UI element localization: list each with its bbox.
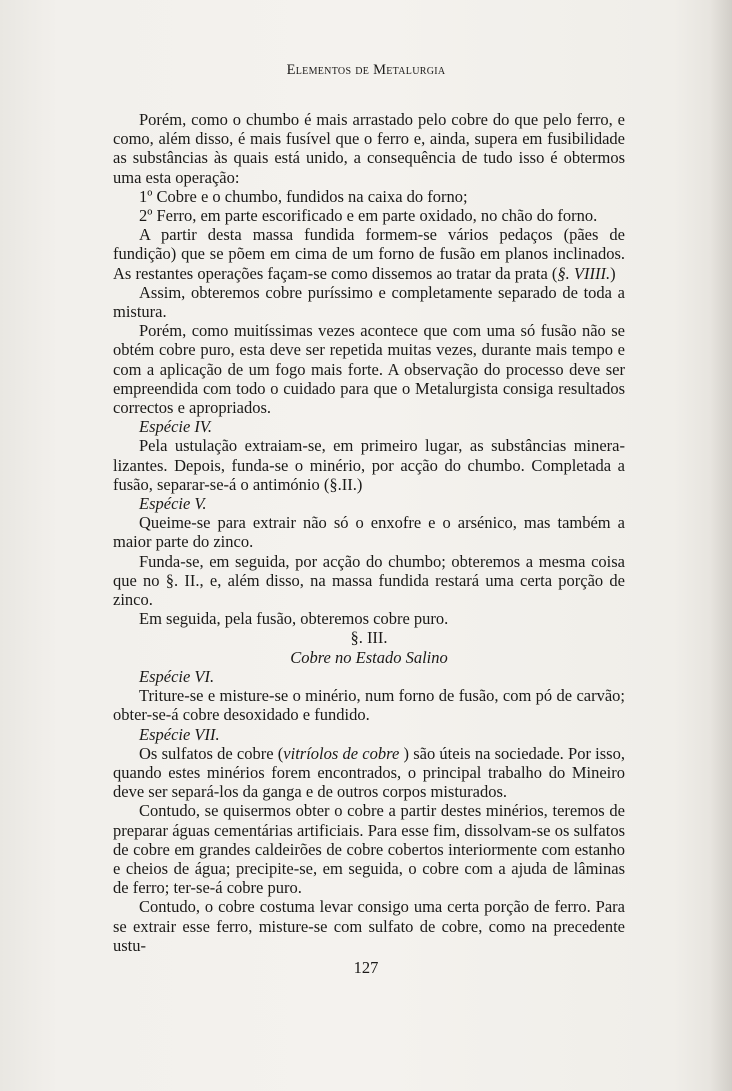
paragraph: Contudo, se quisermos obter o cobre a partir destes minérios, teremos de preparar águas cementárias artificiais. Para esse fim, dissolvam-se os sulfatos de cobre em grandes caldeirões de cobre cobertos interiormente com estanho e cheios de água; precipite-se, em seguida, o cobre com a ajuda de lâminas de ferro; ter-se-á cobre puro. xyxy=(113,801,625,898)
species-heading: Espécie IV. xyxy=(139,417,213,437)
species-heading: Espécie VII. xyxy=(139,724,220,744)
paragraph: Assim, obteremos cobre puríssimo e completamente separado de toda a mistura. xyxy=(113,282,625,322)
paragraph-text: Os sulfatos de cobre ( xyxy=(139,743,284,763)
body-text xyxy=(113,110,625,955)
page-number: 127 xyxy=(353,958,379,977)
paragraph: Contudo, o cobre costuma levar consigo uma certa porção de ferro. Para se extrair esse ferro, misture-se com sulfato de cobre, como na precedente ustu- xyxy=(113,897,625,955)
paragraph: 1º Cobre e o chumbo, fundidos na caixa do forno; xyxy=(139,186,468,206)
species-heading: Espécie VI. xyxy=(139,666,215,686)
paragraph xyxy=(113,225,625,283)
running-header: Elementos de Metalurgia xyxy=(286,62,446,78)
paragraph: Porém, como o chumbo é mais arrastado pelo cobre do que pelo ferro, e como, além disso, é mais fusível que o ferro e, ainda, supera em fusibilidade as substâncias às quais está unido, a consequência de tudo isso é obtermos uma esta operação: xyxy=(113,110,625,187)
paragraph-text: ) são úteis na sociedade. Por isso, quando estes minérios forem encontrados, o principal trabalho do Mineiro deve ser separá-los da ganga e de outros corpos misturados. xyxy=(113,743,625,802)
paragraph: 2º Ferro, em parte escorificado e em parte oxidado, no chão do forno. xyxy=(139,206,598,226)
paragraph: Porém, como muitíssimas vezes acontece que com uma só fusão não se obtém cobre puro, esta deve ser repetida muitas vezes, durante mais tempo e com a aplicação de um fogo mais forte. A observação do processo deve ser empreendida com todo o cuidado para que o Metalurgista consiga resultados correctos e apropriados. xyxy=(113,321,625,418)
paragraph: Pela ustulação extraiam-se, em primeiro lugar, as substâncias minera-lizantes. Depois, funda-se o minério, por acção do chumbo. Completada a fusão, separar-se-á o antimónio (§.II.) xyxy=(113,436,625,494)
species-heading: Espécie V. xyxy=(139,494,207,514)
paragraph: Em seguida, pela fusão, obteremos cobre puro. xyxy=(139,609,449,629)
italic-term: vitríolos de cobre xyxy=(283,743,400,763)
section-number: §. III. xyxy=(350,628,388,648)
section-reference: §. VIIII. xyxy=(557,263,611,283)
paragraph-text: A partir desta massa fundida formem-se vários pedaços (pães de fundição) que se põem em cima de um forno de fusão em planos inclinados. As restantes operações façam-se como dissemos ao tratar da prata ( xyxy=(113,225,625,283)
paragraph: Queime-se para extrair não só o enxofre e o arsénico, mas também a maior parte do zinco. xyxy=(113,513,625,552)
paragraph-text: ) xyxy=(610,263,616,283)
paragraph: Triture-se e misture-se o minério, num forno de fusão, com pó de carvão; obter-se-á cobre desoxidado e fundido. xyxy=(113,686,625,725)
paragraph xyxy=(113,744,625,802)
section-title: Cobre no Estado Salino xyxy=(290,647,448,667)
paragraph: Funda-se, em seguida, por acção do chumbo; obteremos a mesma coisa que no §. II., e, além disso, na massa fundida restará uma certa porção de zinco. xyxy=(113,551,625,610)
page-edge-shadow xyxy=(710,0,732,1091)
